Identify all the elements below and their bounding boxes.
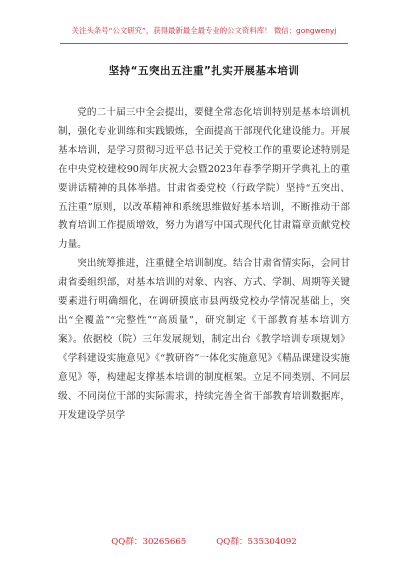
footer-qq-group-2: QQ群：535304092 bbox=[216, 537, 297, 547]
paragraph-2: 突出统筹推进，注重健全培训制度。结合甘肃省情实际，会同甘肃省委组织部，对基本培训的对象、内容、方式、学制、周期等关键要素进行明确细化，在调研摸底市县两级党校办学情况基础上，突出“全覆盖”“完整性”“高质量”，研究制定《干部教育基本培训方案》。依据校（院）三年发展规划，制定出台《教学培训专项规划》《学科建设实施意见》《“教研咨”一体化实施意见》《精品课建设实施意见》等，构建起支撑基本培训的制度框架。立足不同类别、不同层级、不同岗位干部的实际需求，持续完善全省干部教育培训数据库，开发建设学员学 bbox=[58, 258, 350, 421]
header-divider bbox=[60, 43, 348, 44]
footer-qq-group-1: QQ群：30265665 bbox=[111, 537, 187, 547]
paragraph-1: 党的二十届三中全会提出，要健全常态化培训特别是基本培训机制，强化专业训练和实践锻炼，全面提高干部现代化建设能力。开展基本培训，是学习贯彻习近平总书记关于党校工作的重要论述特别是在中央党校建校90周年庆祝大会暨2023年春季学期开学典礼上的重要讲话精神的具体举措。甘肃省委党校（行政学院）坚持“五突出、五注重”原则，以改革精神和系统思维做好基本培训，不断推动干部教育培训工作提质增效，努力为谱写中国式现代化甘肃篇章贡献党校力量。 bbox=[58, 107, 350, 251]
footer-qq-groups bbox=[0, 536, 408, 548]
header-banner: 关注头条号“公文研究”，获得最新最全最专业的公文资料库！ 微信：gongwenyj bbox=[71, 26, 337, 35]
document-title: 坚持“五突出五注重”扎实开展基本培训 bbox=[108, 65, 300, 77]
document-body bbox=[58, 104, 350, 425]
